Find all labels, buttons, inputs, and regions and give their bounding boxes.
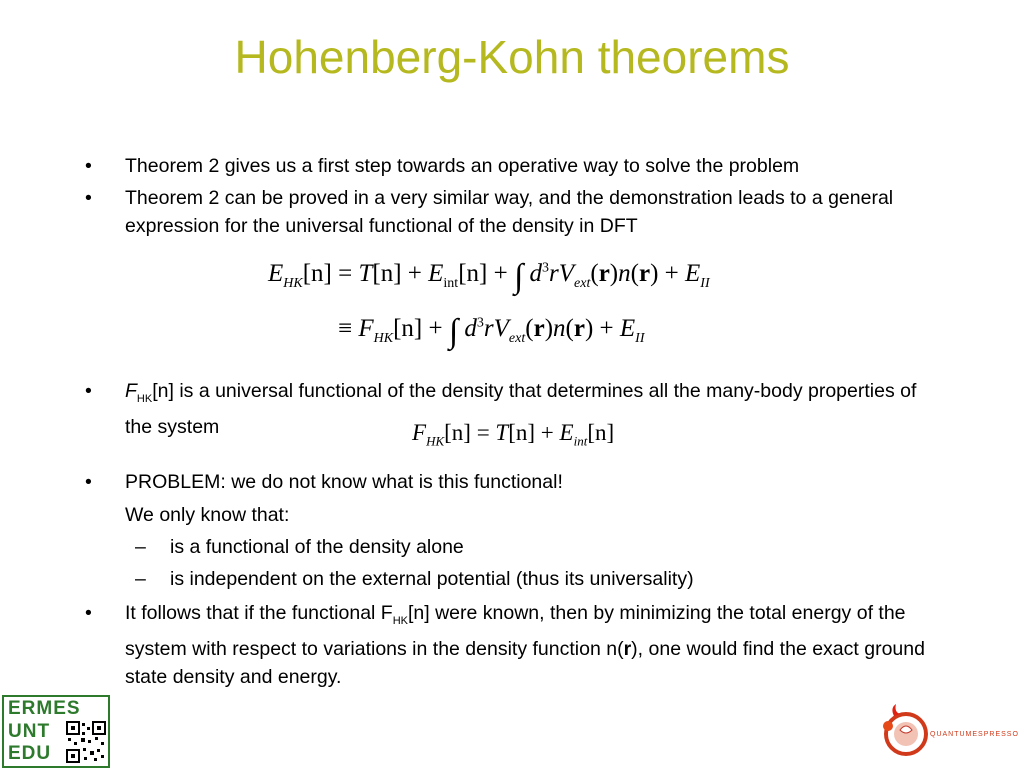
plain-line: We only know that: [125,504,290,526]
bullet-item [85,468,945,496]
bullet-text: $F_{HK}[n]$ is a universal functional of the density that determines all the many-body properties of the system [125,380,917,438]
dash-item: is a functional of the density alone [170,536,464,558]
dash-marker: – [135,536,146,558]
bullet-marker: • [85,155,92,177]
bullet-marker: • [85,187,92,209]
logo-word: EDU [8,743,52,764]
dash-marker: – [135,568,146,590]
ermes-logo [2,695,110,768]
equation-line-1: $E_{HK}[n] = T[n] + E_{int}[n]$ + ∫ $d^3rV_{ext}(r)n(r) + E_{II}$ [268,258,710,295]
bullet-marker: • [85,380,92,402]
quantum-espresso-wordmark: QUANTUMESPRESSO [930,731,1019,738]
bullet-text: PROBLEM: we do not know what is this functional! [125,471,563,493]
bullet-text: Theorem 2 gives us a first step towards an operative way to solve the problem [125,155,800,177]
bullet-item [85,152,945,180]
quantum-espresso-logo [880,702,1024,762]
bullet-item [85,184,945,240]
functional-equation: $F_{HK}[n] = T[n] + E_{int}[n]$ [412,420,615,449]
qr-code-icon [66,721,106,763]
bullet-text: Theorem 2 can be proved in a very similar way, and the demonstration leads to a general expression for the universal functional of the density in DFT [125,187,894,237]
bullet-item [85,599,945,691]
logo-word: ERMES [8,698,81,719]
equation-line-2: ≡ $F_{HK}[n]$ + ∫ $d^3rV_{ext}(r)n(r) + E_{II}$ [338,313,645,350]
bullet-marker: • [85,471,92,493]
page-title: Hohenberg-Kohn theorems [234,31,790,83]
logo-word: UNT [8,721,51,742]
dash-item: is independent on the external potential (thus its universality) [170,568,694,590]
quantum-espresso-logo-icon [880,702,930,762]
bullet-marker: • [85,602,92,624]
bullet-text: It follows that if the functional $F_{HK}[n]$ were known, then by minimizing the total energy of the system with respect to variations in the density function n(r), one would find the exact ground state density and energy. [125,602,925,688]
